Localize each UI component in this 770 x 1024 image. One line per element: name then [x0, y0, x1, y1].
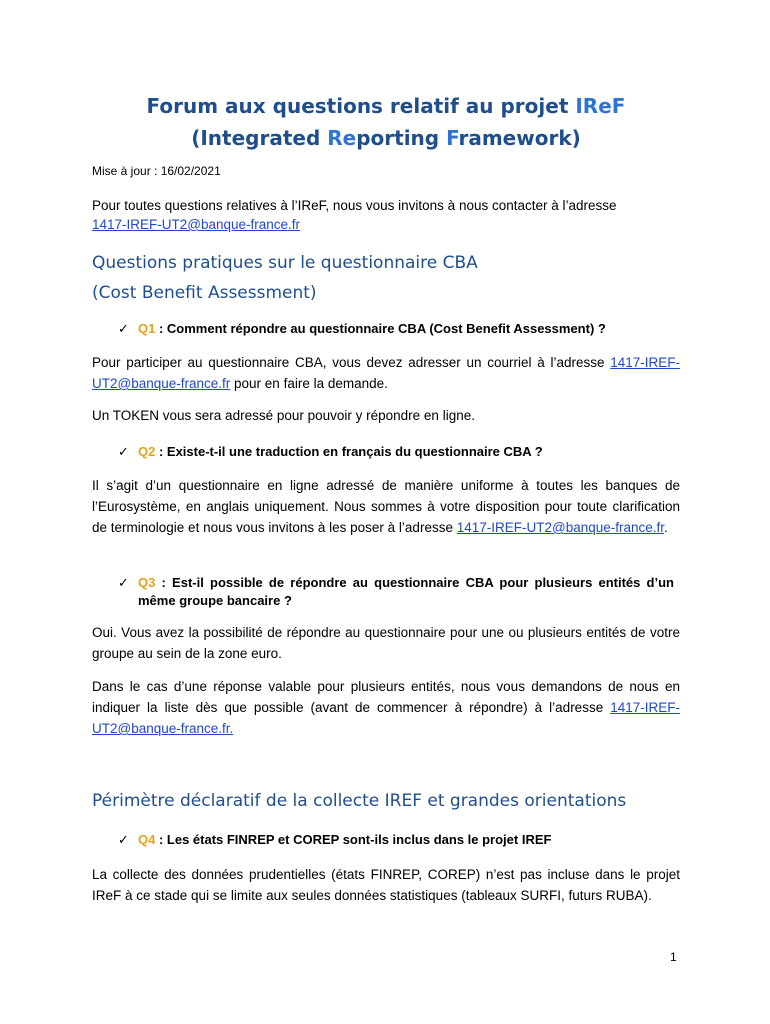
document-page [92, 0, 680, 1024]
intro-paragraph: Pour toutes questions relatives à l’IReF, nous vous invitons à nous contacter à l’adresse 1417-IREF-UT2@banque-france.fr [92, 198, 617, 232]
checkmark-icon: ✓ [118, 575, 129, 590]
question-q3: ✓ Q3 : Est-il possible de répondre au questionnaire CBA pour plusieurs entités d’un même groupe bancaire ? [118, 575, 674, 608]
page-number: 1 [670, 950, 677, 964]
update-date: Mise à jour : 16/02/2021 [92, 164, 221, 178]
checkmark-icon: ✓ [118, 444, 129, 459]
email-link-q1[interactable]: 1417-IREF-UT2@banque-france.fr [92, 355, 680, 391]
checkmark-icon: ✓ [118, 832, 129, 847]
question-q4: ✓ Q4 : Les états FINREP et COREP sont-ils inclus dans le projet IREF [118, 832, 552, 847]
email-link-q2[interactable]: 1417-IREF-UT2@banque-france.fr [456, 520, 665, 535]
answer-q3-p1: Oui. Vous avez la possibilité de répondre au questionnaire pour une ou plusieurs entités de votre groupe au sein de la zone euro. [92, 625, 680, 661]
answer-q1-token: Un TOKEN vous sera adressé pour pouvoir y répondre en ligne. [92, 408, 475, 423]
title-line-1: Forum aux questions relatif au projet IReF [146, 94, 626, 118]
section-title-cba: Questions pratiques sur le questionnaire CBA (Cost Benefit Assessment) [92, 253, 478, 303]
contact-email-link[interactable]: 1417-IREF-UT2@banque-france.fr [92, 217, 301, 232]
answer-q3-p2: Dans le cas d’une réponse valable pour plusieurs entités, nous vous demandons de nous en indiquer la liste dès que possible (avant de commencer à répondre) à l’adresse 1417-IREF-UT2@banque-france.fr. [92, 679, 680, 736]
title-line-2: (Integrated Reporting Framework) [191, 126, 581, 150]
question-q1: ✓ Q1 : Comment répondre au questionnaire CBA (Cost Benefit Assessment) ? [118, 321, 606, 336]
answer-q2: Il s’agit d’un questionnaire en ligne adressé de manière uniforme à toutes les banques de l’Eurosystème, en anglais uniquement. Nous sommes à votre disposition pour toute clarification de terminologie et nous vous invitons à les poser à l’adresse 1417-IREF-UT2@banque-france.fr. [92, 478, 680, 535]
answer-q4: La collecte des données prudentielles (états FINREP, COREP) n’est pas incluse dans le projet IReF à ce stade qui se limite aux seules données statistiques (tableaux SURFI, futurs RUBA). [92, 867, 680, 903]
page-title [92, 90, 680, 154]
section-title-perimetre: Périmètre déclaratif de la collecte IREF et grandes orientations [92, 791, 627, 811]
question-q2: ✓ Q2 : Existe-t-il une traduction en français du questionnaire CBA ? [118, 444, 543, 459]
answer-q1: Pour participer au questionnaire CBA, vous devez adresser un courriel à l’adresse 1417-IREF-UT2@banque-france.fr pour en faire la demande. [92, 355, 680, 391]
checkmark-icon: ✓ [118, 321, 129, 336]
email-link-q3[interactable]: 1417-IREF-UT2@banque-france.fr. [92, 700, 680, 736]
